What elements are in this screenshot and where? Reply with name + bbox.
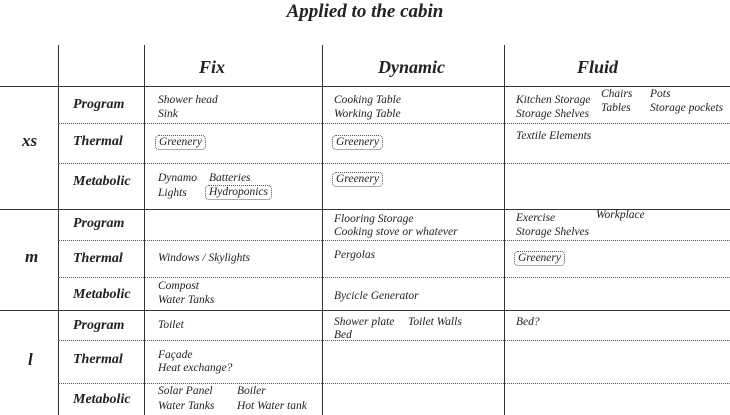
- cell-item: Workplace: [596, 209, 645, 221]
- cell-item: Batteries: [209, 172, 251, 184]
- greenery-tag: Greenery: [155, 135, 206, 150]
- grid-line: [0, 86, 730, 87]
- cell-item: Storage Shelves: [516, 108, 590, 120]
- cell-item: Solar Panel: [158, 385, 213, 397]
- grid-line: [504, 45, 505, 415]
- cell-item: Cooking Table: [334, 94, 401, 106]
- greenery-tag: Greenery: [332, 172, 383, 187]
- cell-item: Textile Elements: [516, 130, 592, 142]
- cell-item: Sink: [158, 108, 178, 120]
- cell-item: Storage pockets: [650, 102, 724, 114]
- column-header-fix: Fix: [199, 57, 226, 77]
- cell-item: Boiler: [237, 385, 266, 397]
- grid-line: [58, 277, 730, 278]
- hydroponics-tag: Hydroponics: [205, 185, 272, 200]
- row-label-program: Program: [73, 97, 125, 112]
- cell-item: Tables: [601, 102, 631, 114]
- column-header-fluid: Fluid: [577, 57, 619, 77]
- column-header-dynamic: Dynamic: [378, 57, 445, 77]
- cell-item: Shower head: [158, 94, 218, 106]
- row-label-thermal: Thermal: [73, 134, 123, 149]
- greenery-tag: Greenery: [332, 135, 383, 150]
- grid-line: [144, 45, 145, 415]
- cell-item: Chairs: [601, 88, 633, 100]
- grid-line: [58, 123, 730, 124]
- size-label-m: m: [25, 247, 39, 266]
- cell-item: Cooking stove or whatever: [334, 226, 458, 238]
- cell-item: Toilet: [158, 319, 184, 331]
- cell-item: Water Tanks: [158, 294, 215, 306]
- cell-item: Flooring Storage: [334, 213, 414, 225]
- grid-line: [58, 340, 730, 341]
- cell-item: Pots: [650, 88, 671, 100]
- size-label-xs: xs: [22, 131, 38, 150]
- cell-item: Storage Shelves: [516, 226, 590, 238]
- grid-line: [0, 310, 730, 311]
- cell-item: Lights: [158, 187, 187, 199]
- grid-line: [58, 383, 730, 384]
- page-title: Applied to the cabin: [286, 1, 444, 22]
- row-label-metabolic: Metabolic: [73, 392, 131, 407]
- grid-line: [58, 45, 59, 415]
- cell-item: Windows / Skylights: [158, 252, 250, 264]
- cell-item: Exercise: [516, 212, 556, 224]
- cell-item: Pergolas: [334, 249, 376, 261]
- cell-item: Dynamo: [158, 172, 197, 184]
- cell-item: Façade: [158, 349, 193, 361]
- cell-item: Heat exchange?: [158, 362, 233, 374]
- row-label-metabolic: Metabolic: [73, 287, 131, 302]
- cell-item: Working Table: [334, 108, 401, 120]
- grid-line: [58, 163, 730, 164]
- row-label-metabolic: Metabolic: [73, 174, 131, 189]
- row-label-thermal: Thermal: [73, 352, 123, 367]
- cell-item: Hot Water tank: [237, 400, 307, 412]
- cell-item: Shower plate: [334, 316, 395, 328]
- cell-item: Water Tanks: [158, 400, 215, 412]
- cell-item: Bycicle Generator: [334, 290, 419, 302]
- cell-item: Kitchen Storage: [516, 94, 591, 106]
- row-label-program: Program: [73, 318, 125, 333]
- size-label-l: l: [28, 350, 33, 369]
- cell-item: Compost: [158, 280, 199, 292]
- cell-item: Bed: [334, 329, 352, 341]
- grid-line: [322, 45, 323, 415]
- cell-item: Bed?: [516, 316, 540, 328]
- grid-line: [58, 240, 730, 241]
- row-label-thermal: Thermal: [73, 251, 123, 266]
- row-label-program: Program: [73, 216, 125, 231]
- greenery-tag: Greenery: [514, 251, 565, 266]
- cell-item: Toilet Walls: [408, 316, 462, 328]
